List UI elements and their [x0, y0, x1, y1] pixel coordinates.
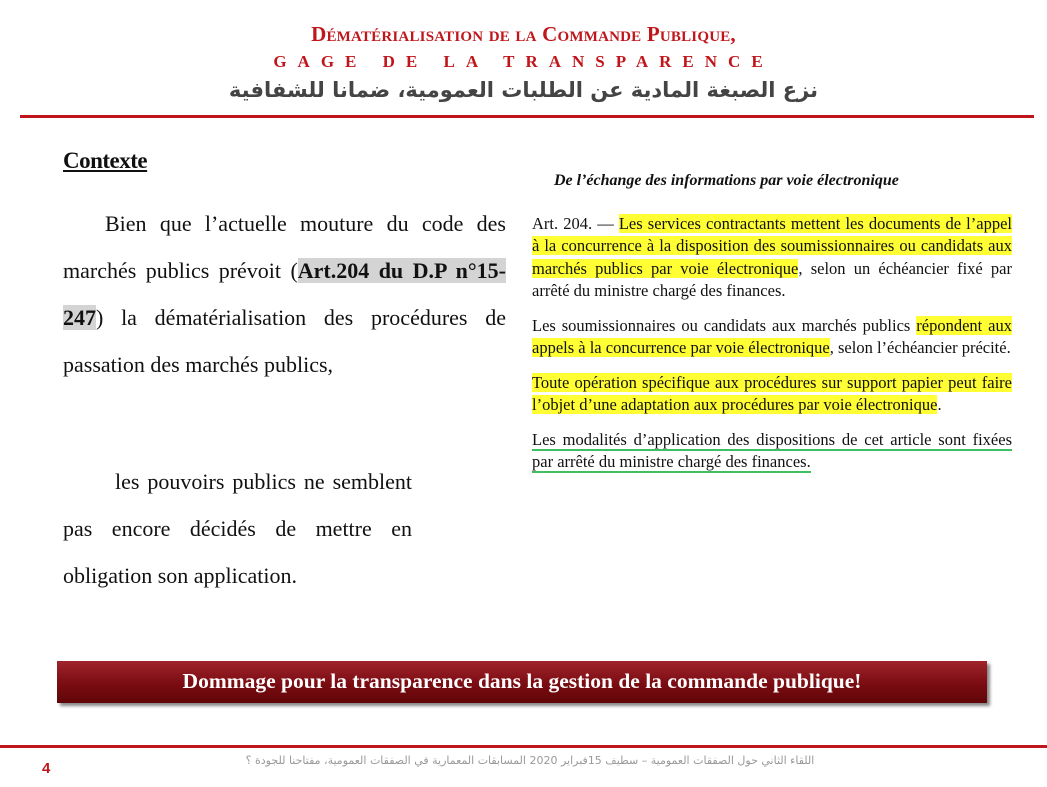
slide-header — [0, 0, 1047, 120]
article-paragraph-1 — [532, 213, 1012, 303]
legal-excerpt — [532, 170, 1012, 486]
slide-title: Dématérialisation de la Commande Publique, — [311, 22, 736, 46]
article-text: , selon l’échéancier précité. — [829, 338, 1011, 357]
header-divider — [20, 115, 1034, 118]
section-heading: Contexte — [63, 148, 148, 173]
highlighted-text: Toute opération spécifique aux procédures sur support papier peut faire l’objet d’une adaptation aux procédures par voie électronique — [532, 372, 1012, 414]
context-paragraph-1 — [63, 200, 506, 388]
article-text: , selon un échéancier fixé par arrêté du ministre chargé des finances. — [532, 258, 1012, 300]
article-paragraph-4 — [532, 429, 1012, 474]
article-paragraph-3 — [532, 372, 1012, 417]
context-text: ) la dématérialisation des procédures de passation des marchés publics, — [63, 305, 506, 377]
underlined-text: Les modalités d’application des dispositions de cet article sont fixées par arrêté du ministre chargé des finances. — [532, 429, 1012, 471]
highlighted-text: Les services contractants mettent les documents de l’appel à la concurrence à la disposition des soumissionnaires ou candidats aux marchés publics par voie électronique — [532, 213, 1012, 278]
slide-title-arabic: نزع الصبغة المادية عن الطلبات العمومية، ضمانا للشفافية — [228, 78, 819, 102]
conclusion-banner — [57, 661, 987, 703]
highlighted-text: répondent aux appels à la concurrence par voie électronique — [532, 315, 1012, 357]
excerpt-title: De l’échange des informations par voie électronique — [554, 172, 899, 189]
article-text: . — [937, 395, 942, 414]
slide-subtitle: GAGE DE LA TRANSPARENCE — [273, 52, 774, 71]
page-number: 4 — [42, 760, 51, 777]
context-text: Bien que l’actuelle mouture du code des marchés publics prévoit ( — [63, 211, 506, 283]
article-text: Les soumissionnaires ou candidats aux marchés publics — [532, 315, 917, 335]
banner-text: Dommage pour la transparence dans la gestion de la commande publique! — [182, 669, 862, 693]
footer-divider — [0, 745, 1047, 748]
footer-text: اللقاء الثاني حول الصفقات العمومية – سطيف 15فبراير 2020 المسابقات المعمارية في الصفقات العمومية، مفتاحنا للجودة ؟ — [245, 754, 815, 767]
article-paragraph-2 — [532, 315, 1012, 360]
context-paragraph-2: les pouvoirs publics ne semblent pas encore décidés de mettre en obligation son application. — [63, 469, 412, 588]
article-number: Art. 204. — — [532, 213, 619, 233]
legal-reference: Art.204 du D.P n°15-247 — [63, 258, 506, 330]
